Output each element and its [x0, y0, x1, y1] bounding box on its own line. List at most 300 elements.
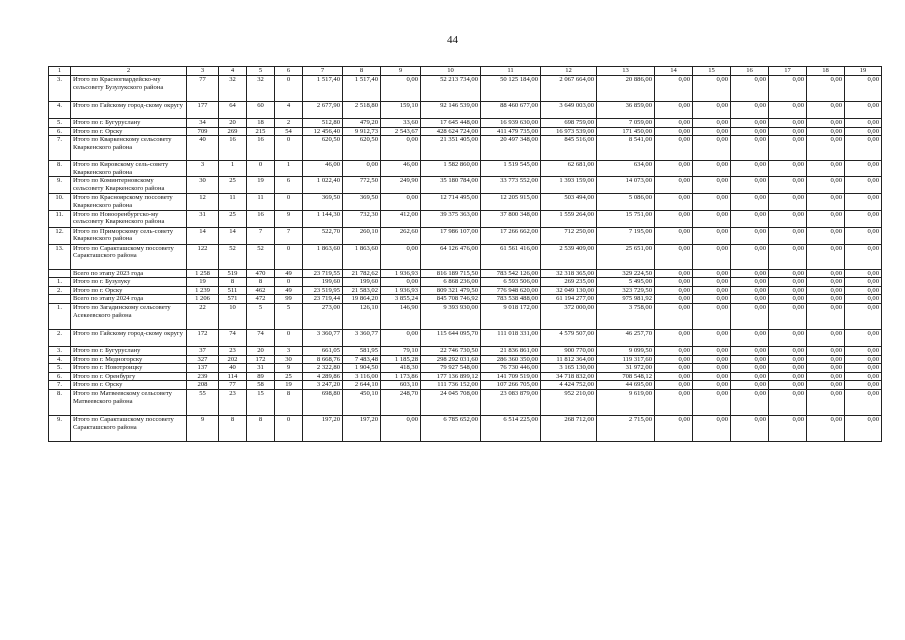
amount-cell: 0,00: [693, 364, 731, 373]
amount-cell: 0,00: [693, 210, 731, 227]
municipality-name-cell: Итого по Загадинскому сельсовету Асекеевского района: [71, 303, 187, 329]
amount-cell: 0,00: [807, 119, 845, 128]
count-cell: 22: [187, 303, 219, 329]
count-cell: 14: [219, 227, 247, 244]
amount-cell: 92 146 539,00: [421, 102, 481, 119]
amount-cell: 0,00: [807, 244, 845, 269]
amount-cell: 0,00: [655, 76, 693, 102]
amount-cell: 479,20: [343, 119, 381, 128]
column-number-cell: 3: [187, 67, 219, 76]
amount-cell: 0,00: [807, 381, 845, 390]
amount-cell: 0,00: [807, 329, 845, 346]
amount-cell: 0,00: [731, 372, 769, 381]
row-index-cell: 6.: [49, 372, 71, 381]
amount-cell: 64 126 476,00: [421, 244, 481, 269]
count-cell: 172: [247, 355, 275, 364]
amount-cell: 23 719,55: [303, 269, 343, 278]
amount-cell: 3 247,20: [303, 381, 343, 390]
amount-cell: 20 886,00: [597, 76, 655, 102]
amount-cell: 61 561 416,00: [481, 244, 541, 269]
row-index-cell: 1.: [49, 303, 71, 329]
amount-cell: 9 393 930,00: [421, 303, 481, 329]
amount-cell: 33,60: [381, 119, 421, 128]
amount-cell: 0,00: [769, 355, 807, 364]
amount-cell: 0,00: [693, 286, 731, 295]
amount-cell: 0,00: [845, 329, 882, 346]
count-cell: 0: [275, 329, 303, 346]
row-index-cell: 12.: [49, 227, 71, 244]
amount-cell: 0,00: [693, 119, 731, 128]
count-cell: 34: [187, 119, 219, 128]
count-cell: 23: [219, 346, 247, 355]
count-cell: 74: [247, 329, 275, 346]
amount-cell: 0,00: [655, 278, 693, 287]
row-index-cell: [49, 269, 71, 278]
amount-cell: 6 514 225,00: [481, 415, 541, 441]
amount-cell: 0,00: [769, 76, 807, 102]
amount-cell: 0,00: [769, 161, 807, 177]
amount-cell: 772,50: [343, 177, 381, 194]
amount-cell: 0,00: [769, 346, 807, 355]
amount-cell: 0,00: [693, 76, 731, 102]
count-cell: 40: [219, 364, 247, 373]
amount-cell: 581,95: [343, 346, 381, 355]
amount-cell: 0,00: [693, 295, 731, 304]
amount-cell: 0,00: [845, 372, 882, 381]
amount-cell: 39 375 363,00: [421, 210, 481, 227]
table-row: [49, 194, 882, 210]
count-cell: 1: [219, 161, 247, 177]
row-index-cell: 10.: [49, 194, 71, 210]
amount-cell: 0,00: [845, 119, 882, 128]
column-number-cell: 12: [541, 67, 597, 76]
amount-cell: 712 250,00: [541, 227, 597, 244]
amount-cell: 0,00: [655, 102, 693, 119]
amount-cell: 0,00: [769, 372, 807, 381]
amount-cell: 2 322,80: [303, 364, 343, 373]
amount-cell: 12 205 915,00: [481, 194, 541, 210]
amount-cell: 197,20: [303, 415, 343, 441]
amount-cell: 428 624 724,00: [421, 127, 481, 136]
amount-cell: 0,00: [845, 295, 882, 304]
amount-cell: 0,00: [693, 161, 731, 177]
amount-cell: 0,00: [807, 210, 845, 227]
amount-cell: 1 517,40: [343, 76, 381, 102]
amount-cell: 0,00: [845, 194, 882, 210]
amount-cell: 111 736 152,00: [421, 381, 481, 390]
count-cell: 10: [219, 303, 247, 329]
amount-cell: 33 773 552,00: [481, 177, 541, 194]
municipality-name-cell: Итого по Красноярскому поссовету Кваркенского района: [71, 194, 187, 210]
table-row: [49, 372, 882, 381]
amount-cell: 24 045 708,00: [421, 389, 481, 415]
amount-cell: 8 541,00: [597, 136, 655, 161]
table-row: [49, 329, 882, 346]
row-index-cell: 3.: [49, 346, 71, 355]
amount-cell: 0,00: [731, 364, 769, 373]
column-number-cell: 11: [481, 67, 541, 76]
amount-cell: 0,00: [655, 355, 693, 364]
amount-cell: 260,10: [343, 227, 381, 244]
amount-cell: 0,00: [845, 355, 882, 364]
amount-cell: 0,00: [343, 161, 381, 177]
amount-cell: 9 018 172,00: [481, 303, 541, 329]
amount-cell: 23 719,44: [303, 295, 343, 304]
column-number-cell: 6: [275, 67, 303, 76]
table-row: [49, 381, 882, 390]
count-cell: 7: [247, 227, 275, 244]
amount-cell: 7 483,48: [343, 355, 381, 364]
amount-cell: 62 681,00: [541, 161, 597, 177]
count-cell: 172: [187, 329, 219, 346]
table-row: [49, 136, 882, 161]
amount-cell: 0,00: [381, 329, 421, 346]
count-cell: 1 206: [187, 295, 219, 304]
count-cell: 269: [219, 127, 247, 136]
row-index-cell: 6.: [49, 127, 71, 136]
amount-cell: 3 360,77: [343, 329, 381, 346]
amount-cell: 262,60: [381, 227, 421, 244]
amount-cell: 4 289,86: [303, 372, 343, 381]
row-index-cell: 7.: [49, 381, 71, 390]
amount-cell: 21 583,02: [343, 286, 381, 295]
count-cell: 511: [219, 286, 247, 295]
amount-cell: 2 715,00: [597, 415, 655, 441]
amount-cell: 0,00: [655, 381, 693, 390]
table-row: [49, 102, 882, 119]
column-number-cell: 9: [381, 67, 421, 76]
amount-cell: 0,00: [769, 389, 807, 415]
amount-cell: 15 751,00: [597, 210, 655, 227]
count-cell: 8: [275, 389, 303, 415]
amount-cell: 0,00: [731, 269, 769, 278]
amount-cell: 0,00: [731, 76, 769, 102]
column-number-cell: 1: [49, 67, 71, 76]
count-cell: 1 239: [187, 286, 219, 295]
amount-cell: 0,00: [807, 364, 845, 373]
amount-cell: 0,00: [381, 244, 421, 269]
row-index-cell: 1.: [49, 278, 71, 287]
amount-cell: 0,00: [731, 389, 769, 415]
amount-cell: 1 173,86: [381, 372, 421, 381]
amount-cell: 0,00: [655, 119, 693, 128]
municipality-name-cell: Итого по г. Бугуруслану: [71, 119, 187, 128]
amount-cell: 0,00: [807, 389, 845, 415]
count-cell: 20: [219, 119, 247, 128]
amount-cell: 21 782,62: [343, 269, 381, 278]
count-cell: 32: [247, 76, 275, 102]
count-cell: 12: [187, 194, 219, 210]
amount-cell: 0,00: [731, 295, 769, 304]
column-number-cell: 4: [219, 67, 247, 76]
amount-cell: 0,00: [693, 355, 731, 364]
count-cell: 4: [275, 102, 303, 119]
amount-cell: 0,00: [845, 210, 882, 227]
amount-cell: 4 579 507,00: [541, 329, 597, 346]
amount-cell: 1 517,40: [303, 76, 343, 102]
amount-cell: 0,00: [731, 303, 769, 329]
count-cell: 19: [247, 177, 275, 194]
amount-cell: 0,00: [731, 415, 769, 441]
amount-cell: 23 519,95: [303, 286, 343, 295]
amount-cell: 0,00: [731, 227, 769, 244]
amount-cell: 9 099,50: [597, 346, 655, 355]
amount-cell: 0,00: [381, 194, 421, 210]
count-cell: 8: [219, 415, 247, 441]
count-cell: 40: [187, 136, 219, 161]
amount-cell: 0,00: [769, 194, 807, 210]
amount-cell: 0,00: [655, 364, 693, 373]
amount-cell: 12 456,40: [303, 127, 343, 136]
amount-cell: 4 424 752,00: [541, 381, 597, 390]
municipality-name-cell: Всего по этапу 2023 года: [71, 269, 187, 278]
amount-cell: 0,00: [693, 244, 731, 269]
count-cell: 137: [187, 364, 219, 373]
amount-cell: 6 785 652,00: [421, 415, 481, 441]
table-row: [49, 303, 882, 329]
count-cell: 1: [275, 161, 303, 177]
count-cell: 16: [247, 136, 275, 161]
count-cell: 7: [275, 227, 303, 244]
table-row: [49, 389, 882, 415]
amount-cell: 35 180 784,00: [421, 177, 481, 194]
count-cell: 25: [219, 177, 247, 194]
amount-cell: 9 619,00: [597, 389, 655, 415]
amount-cell: 0,00: [731, 136, 769, 161]
count-cell: 327: [187, 355, 219, 364]
amount-cell: 22 746 730,50: [421, 346, 481, 355]
amount-cell: 732,30: [343, 210, 381, 227]
count-cell: 0: [275, 244, 303, 269]
amount-cell: 32 049 130,00: [541, 286, 597, 295]
row-index-cell: 2.: [49, 286, 71, 295]
amount-cell: 0,00: [655, 161, 693, 177]
row-index-cell: 8.: [49, 161, 71, 177]
amount-cell: 0,00: [845, 102, 882, 119]
amount-cell: 107 266 705,00: [481, 381, 541, 390]
amount-cell: 0,00: [381, 278, 421, 287]
page-number: 44: [447, 34, 458, 46]
row-index-cell: 4.: [49, 102, 71, 119]
amount-cell: 50 125 184,00: [481, 76, 541, 102]
count-cell: 18: [247, 119, 275, 128]
amount-cell: 14 073,00: [597, 177, 655, 194]
table-row: [49, 346, 882, 355]
count-cell: 8: [247, 278, 275, 287]
count-cell: 31: [187, 210, 219, 227]
amount-cell: 0,00: [655, 303, 693, 329]
amount-cell: 0,00: [731, 161, 769, 177]
municipality-name-cell: Итого по Гайскому город-скому округу: [71, 102, 187, 119]
amount-cell: 845 516,00: [541, 136, 597, 161]
amount-cell: 0,00: [769, 381, 807, 390]
municipality-name-cell: Итого по Саракташскому поссовету Саракташского района: [71, 415, 187, 441]
count-cell: 20: [247, 346, 275, 355]
count-cell: 52: [219, 244, 247, 269]
amount-cell: 0,00: [769, 136, 807, 161]
amount-cell: 159,10: [381, 102, 421, 119]
row-index-cell: 2.: [49, 329, 71, 346]
amount-cell: 0,00: [845, 227, 882, 244]
count-cell: 0: [275, 76, 303, 102]
count-cell: 52: [247, 244, 275, 269]
amount-cell: 17 266 662,00: [481, 227, 541, 244]
amount-cell: 34 718 832,00: [541, 372, 597, 381]
amount-cell: 0,00: [807, 278, 845, 287]
amount-cell: 0,00: [731, 102, 769, 119]
amount-cell: 0,00: [807, 127, 845, 136]
amount-cell: 0,00: [693, 329, 731, 346]
table-row: [49, 286, 882, 295]
amount-cell: 0,00: [807, 269, 845, 278]
count-cell: 25: [275, 372, 303, 381]
amount-cell: 0,00: [693, 102, 731, 119]
amount-cell: 3 165 130,00: [541, 364, 597, 373]
amount-cell: 783 542 126,00: [481, 269, 541, 278]
count-cell: 519: [219, 269, 247, 278]
amount-cell: 1 022,40: [303, 177, 343, 194]
amount-cell: 46,00: [381, 161, 421, 177]
count-cell: 30: [187, 177, 219, 194]
amount-cell: 0,00: [693, 194, 731, 210]
count-cell: 58: [247, 381, 275, 390]
amount-cell: 0,00: [807, 346, 845, 355]
count-cell: 9: [187, 415, 219, 441]
count-cell: 122: [187, 244, 219, 269]
amount-cell: 79,10: [381, 346, 421, 355]
amount-cell: 1 582 860,00: [421, 161, 481, 177]
amount-cell: 0,00: [655, 194, 693, 210]
amount-cell: 900 770,00: [541, 346, 597, 355]
amount-cell: 141 709 519,00: [481, 372, 541, 381]
amount-cell: 3 116,00: [343, 372, 381, 381]
column-number-cell: 16: [731, 67, 769, 76]
municipality-name-cell: Итого по Кировскому сель-совету Кваркенского района: [71, 161, 187, 177]
row-index-cell: 3.: [49, 76, 71, 102]
amount-cell: 37 800 348,00: [481, 210, 541, 227]
amount-cell: 0,00: [655, 127, 693, 136]
amount-cell: 6 593 506,00: [481, 278, 541, 287]
count-cell: 89: [247, 372, 275, 381]
count-cell: 14: [187, 227, 219, 244]
amount-cell: 2 644,10: [343, 381, 381, 390]
count-cell: 5: [247, 303, 275, 329]
amount-cell: 177 136 899,12: [421, 372, 481, 381]
amount-cell: 2 067 664,00: [541, 76, 597, 102]
amount-cell: 21 351 405,00: [421, 136, 481, 161]
amount-cell: 1 904,50: [343, 364, 381, 373]
amount-cell: 0,00: [731, 194, 769, 210]
amount-cell: 0,00: [807, 415, 845, 441]
amount-cell: 248,70: [381, 389, 421, 415]
row-index-cell: 9.: [49, 415, 71, 441]
amount-cell: 661,05: [303, 346, 343, 355]
municipality-name-cell: Итого по Кваркенскому сельсовету Кваркенского района: [71, 136, 187, 161]
amount-cell: 11 812 364,00: [541, 355, 597, 364]
amount-cell: 0,00: [807, 177, 845, 194]
amount-cell: 0,00: [769, 177, 807, 194]
amount-cell: 25 651,00: [597, 244, 655, 269]
count-cell: 16: [219, 136, 247, 161]
column-number-cell: 7: [303, 67, 343, 76]
amount-cell: 0,00: [693, 415, 731, 441]
amount-cell: 119 317,60: [597, 355, 655, 364]
amount-cell: 845 708 746,92: [421, 295, 481, 304]
amount-cell: 286 360 350,00: [481, 355, 541, 364]
count-cell: 239: [187, 372, 219, 381]
table-row: [49, 269, 882, 278]
amount-cell: 0,00: [731, 119, 769, 128]
amount-cell: 0,00: [381, 136, 421, 161]
count-cell: 470: [247, 269, 275, 278]
amount-cell: 52 213 734,00: [421, 76, 481, 102]
count-cell: 9: [275, 364, 303, 373]
amount-cell: 0,00: [731, 381, 769, 390]
count-cell: 19: [187, 278, 219, 287]
amount-cell: 952 210,00: [541, 389, 597, 415]
amount-cell: 3 855,24: [381, 295, 421, 304]
table-row: [49, 415, 882, 441]
amount-cell: 0,00: [769, 269, 807, 278]
amount-cell: 0,00: [769, 119, 807, 128]
amount-cell: 61 194 277,00: [541, 295, 597, 304]
table-header-row: [49, 67, 882, 76]
amount-cell: 111 018 331,00: [481, 329, 541, 346]
count-cell: 6: [275, 177, 303, 194]
amount-cell: 0,00: [381, 76, 421, 102]
table-row: [49, 177, 882, 194]
amount-cell: 0,00: [693, 177, 731, 194]
count-cell: 0: [247, 161, 275, 177]
column-number-cell: 14: [655, 67, 693, 76]
count-cell: 54: [275, 127, 303, 136]
amount-cell: 298 292 031,60: [421, 355, 481, 364]
amount-cell: 0,00: [845, 161, 882, 177]
amount-cell: 249,90: [381, 177, 421, 194]
column-number-cell: 8: [343, 67, 381, 76]
column-number-cell: 13: [597, 67, 655, 76]
amount-cell: 0,00: [845, 177, 882, 194]
municipality-name-cell: Итого по Новооренбургско-му сельсовету Кваркенского района: [71, 210, 187, 227]
municipality-name-cell: Итого по Коминтерновскому сельсовету Кваркенского района: [71, 177, 187, 194]
amount-cell: 323 729,50: [597, 286, 655, 295]
amount-cell: 329 224,50: [597, 269, 655, 278]
amount-cell: 2 518,80: [343, 102, 381, 119]
count-cell: 77: [187, 76, 219, 102]
amount-cell: 23 083 879,00: [481, 389, 541, 415]
amount-cell: 0,00: [845, 269, 882, 278]
amount-cell: 268 712,00: [541, 415, 597, 441]
amount-cell: 46 257,70: [597, 329, 655, 346]
amount-cell: 44 695,00: [597, 381, 655, 390]
amount-cell: 0,00: [693, 136, 731, 161]
amount-cell: 503 494,00: [541, 194, 597, 210]
amount-cell: 0,00: [845, 364, 882, 373]
count-cell: 49: [275, 286, 303, 295]
count-cell: 0: [275, 194, 303, 210]
amount-cell: 46,00: [303, 161, 343, 177]
municipality-name-cell: Всего по этапу 2024 года: [71, 295, 187, 304]
municipality-name-cell: Итого по Саракташскому поссовету Саракташского района: [71, 244, 187, 269]
amount-cell: 0,00: [807, 76, 845, 102]
amount-cell: 17 645 448,00: [421, 119, 481, 128]
amount-cell: 0,00: [693, 269, 731, 278]
amount-cell: 1 144,30: [303, 210, 343, 227]
table-row: [49, 119, 882, 128]
count-cell: 462: [247, 286, 275, 295]
amount-cell: 0,00: [845, 389, 882, 415]
amount-cell: 6 868 236,00: [421, 278, 481, 287]
